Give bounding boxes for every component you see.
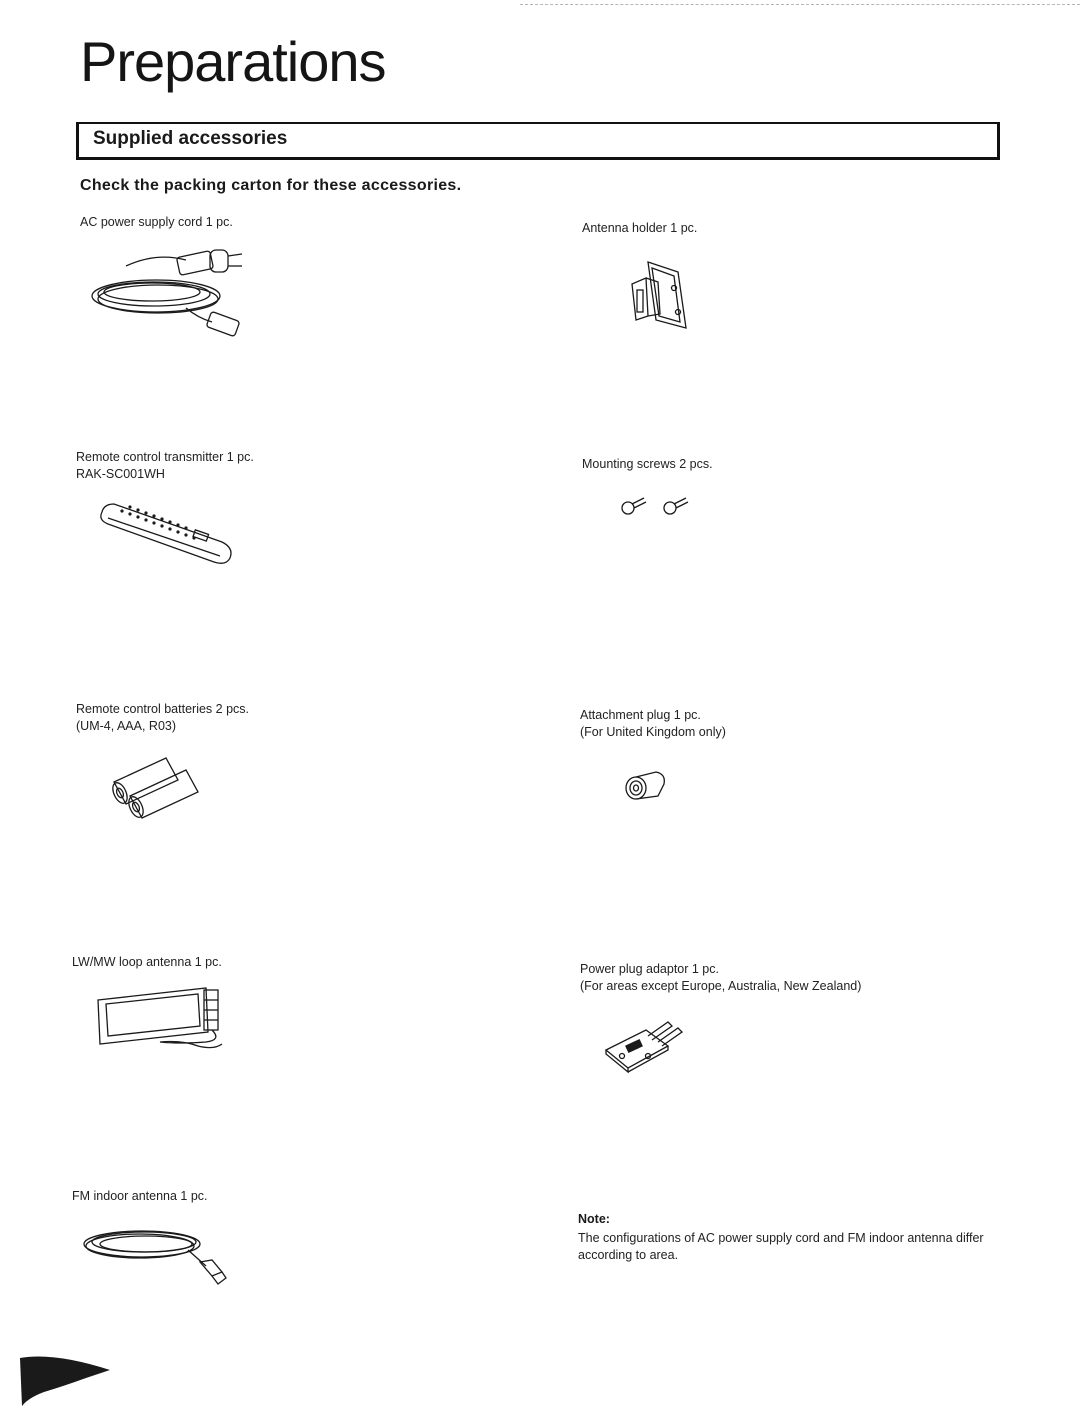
remote-control-icon xyxy=(94,498,240,568)
accessory-label-ac-cord: AC power supply cord 1 pc. xyxy=(80,215,233,229)
corner-tab-mark xyxy=(14,1348,124,1408)
accessory-label-antenna-holder: Antenna holder 1 pc. xyxy=(582,221,698,235)
batteries-icon xyxy=(108,754,206,826)
top-dashed-rule xyxy=(520,4,1080,5)
loop-antenna-icon xyxy=(94,982,226,1052)
accessory-label-loop-antenna: LW/MW loop antenna 1 pc. xyxy=(72,955,222,969)
page-title: Preparations xyxy=(80,30,386,93)
attachment-plug-icon xyxy=(624,768,668,802)
note-text: The configurations of AC power supply cord and FM indoor antenna differ according to area. xyxy=(578,1231,984,1262)
ac-power-cord-icon xyxy=(86,246,256,341)
section-title: Supplied accessories xyxy=(93,128,288,149)
intro-text: Check the packing carton for these accessories. xyxy=(80,177,462,194)
note-heading: Note: xyxy=(578,1212,610,1226)
fm-antenna-icon xyxy=(80,1222,240,1288)
section-header-box xyxy=(76,122,1000,160)
screws-icon xyxy=(620,494,690,518)
accessory-label-fm-antenna: FM indoor antenna 1 pc. xyxy=(72,1189,208,1203)
accessory-label-remote: Remote control transmitter 1 pc. RAK-SC001WH xyxy=(76,450,254,481)
accessory-label-plug-adaptor: Power plug adaptor 1 pc. (For areas except Europe, Australia, New Zealand) xyxy=(580,962,862,993)
antenna-holder-icon xyxy=(628,258,698,332)
accessory-label-batteries: Remote control batteries 2 pcs. (UM-4, AAA, R03) xyxy=(76,702,249,733)
accessory-label-attachment-plug: Attachment plug 1 pc. (For United Kingdom only) xyxy=(580,708,726,739)
power-plug-adaptor-icon xyxy=(602,1016,688,1072)
accessory-label-screws: Mounting screws 2 pcs. xyxy=(582,457,713,471)
